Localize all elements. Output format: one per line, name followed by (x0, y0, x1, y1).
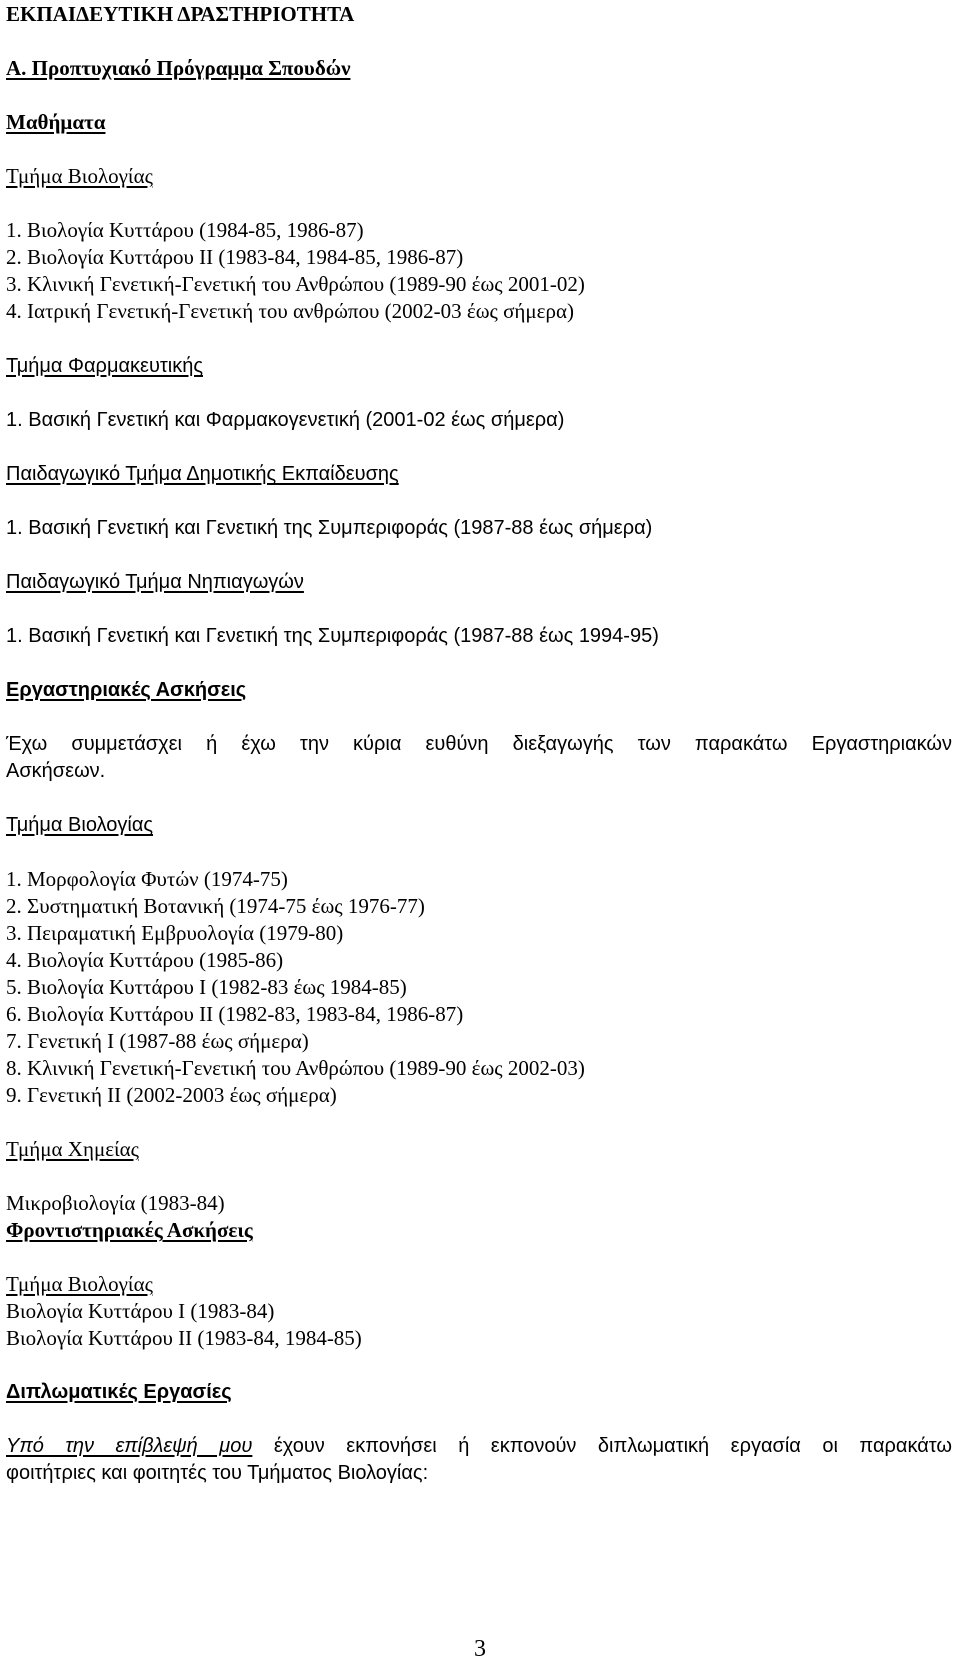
list-item: 1. Βασική Γενετική και Φαρμακογενετική (2001-02 έως σήμερα) (6, 409, 565, 431)
list-item: Μικροβιολογία (1983-84) (6, 1191, 225, 1215)
list-item: 1. Μορφολογία Φυτών (1974-75) (6, 867, 288, 891)
list-item: 6. Βιολογία Κυττάρου ΙΙ (1982-83, 1983-84, 1986-87) (6, 1002, 464, 1026)
theses-intro-rest: έχουν εκπονήσει ή εκπονούν διπλωματική εργασία οι παρακάτω (252, 1435, 952, 1457)
list-item: 1. Βασική Γενετική και Γενετική της Συμπεριφοράς (1987-88 έως σήμερα) (6, 517, 653, 539)
supervision-phrase: Υπό την επίβλεψή μου (6, 1435, 253, 1457)
tutorials-heading: Φροντιστηριακές Ασκήσεις (6, 1218, 253, 1242)
courses-heading: Μαθήματα (6, 110, 106, 134)
list-item: Βιολογία Κυττάρου ΙΙ (1983-84, 1984-85) (6, 1326, 362, 1350)
labs-chemistry-dept: Τμήμα Χημείας (6, 1137, 139, 1161)
courses-preschool-ed-dept: Παιδαγωγικό Τμήμα Νηπιαγωγών (6, 571, 304, 593)
list-item: 7. Γενετική Ι (1987-88 έως σήμερα) (6, 1029, 309, 1053)
list-item: 4. Ιατρική Γενετική-Γενετική του ανθρώπου (2002-03 έως σήμερα) (6, 299, 574, 323)
list-item: 1. Βασική Γενετική και Γενετική της Συμπεριφοράς (1987-88 έως 1994-95) (6, 625, 659, 647)
list-item: 2. Συστηματική Βοτανική (1974-75 έως 1976-77) (6, 894, 425, 918)
courses-primary-ed-dept: Παιδαγωγικό Τμήμα Δημοτικής Εκπαίδευσης (6, 463, 399, 485)
courses-biology-dept: Τμήμα Βιολογίας (6, 164, 153, 188)
page-number: 3 (474, 1636, 486, 1662)
list-item: 8. Κλινική Γενετική-Γενετική του Ανθρώπου (1989-90 έως 2002-03) (6, 1056, 585, 1080)
labs-heading: Εργαστηριακές Ασκήσεις (6, 679, 247, 701)
list-item: 3. Πειραματική Εμβρυολογία (1979-80) (6, 921, 344, 945)
theses-intro-line-2: φοιτήτριες και φοιτητές του Τμήματος Βιολογίας: (6, 1462, 429, 1484)
section-a-heading: Α. Προπτυχιακό Πρόγραμμα Σπουδών (6, 56, 351, 80)
theses-intro-line-1 (6, 1434, 952, 1458)
labs-biology-dept: Τμήμα Βιολογίας (6, 814, 154, 836)
labs-intro-line-1: Έχω συμμετάσχει ή έχω την κύρια ευθύνη διεξαγωγής των παρακάτω Εργαστηριακών (6, 733, 952, 755)
list-item: 9. Γενετική ΙΙ (2002-2003 έως σήμερα) (6, 1083, 337, 1107)
list-item: 4. Βιολογία Κυττάρου (1985-86) (6, 948, 284, 972)
tutorials-biology-dept: Τμήμα Βιολογίας (6, 1272, 153, 1296)
labs-intro-line-2: Ασκήσεων. (6, 760, 106, 782)
list-item: Βιολογία Κυττάρου Ι (1983-84) (6, 1299, 275, 1323)
theses-heading: Διπλωματικές Εργασίες (6, 1381, 232, 1403)
courses-pharmacy-dept: Τμήμα Φαρμακευτικής (6, 355, 203, 377)
list-item: 3. Κλινική Γενετική-Γενετική του Ανθρώπου (1989-90 έως 2001-02) (6, 272, 585, 296)
document-heading: ΕΚΠΑΙΔΕΥΤΙΚΗ ΔΡΑΣΤΗΡΙΟΤΗΤΑ (6, 2, 355, 26)
list-item: 2. Βιολογία Κυττάρου ΙΙ (1983-84, 1984-85, 1986-87) (6, 245, 464, 269)
list-item: 5. Βιολογία Κυττάρου Ι (1982-83 έως 1984-85) (6, 975, 407, 999)
list-item: 1. Βιολογία Κυττάρου (1984-85, 1986-87) (6, 218, 364, 242)
